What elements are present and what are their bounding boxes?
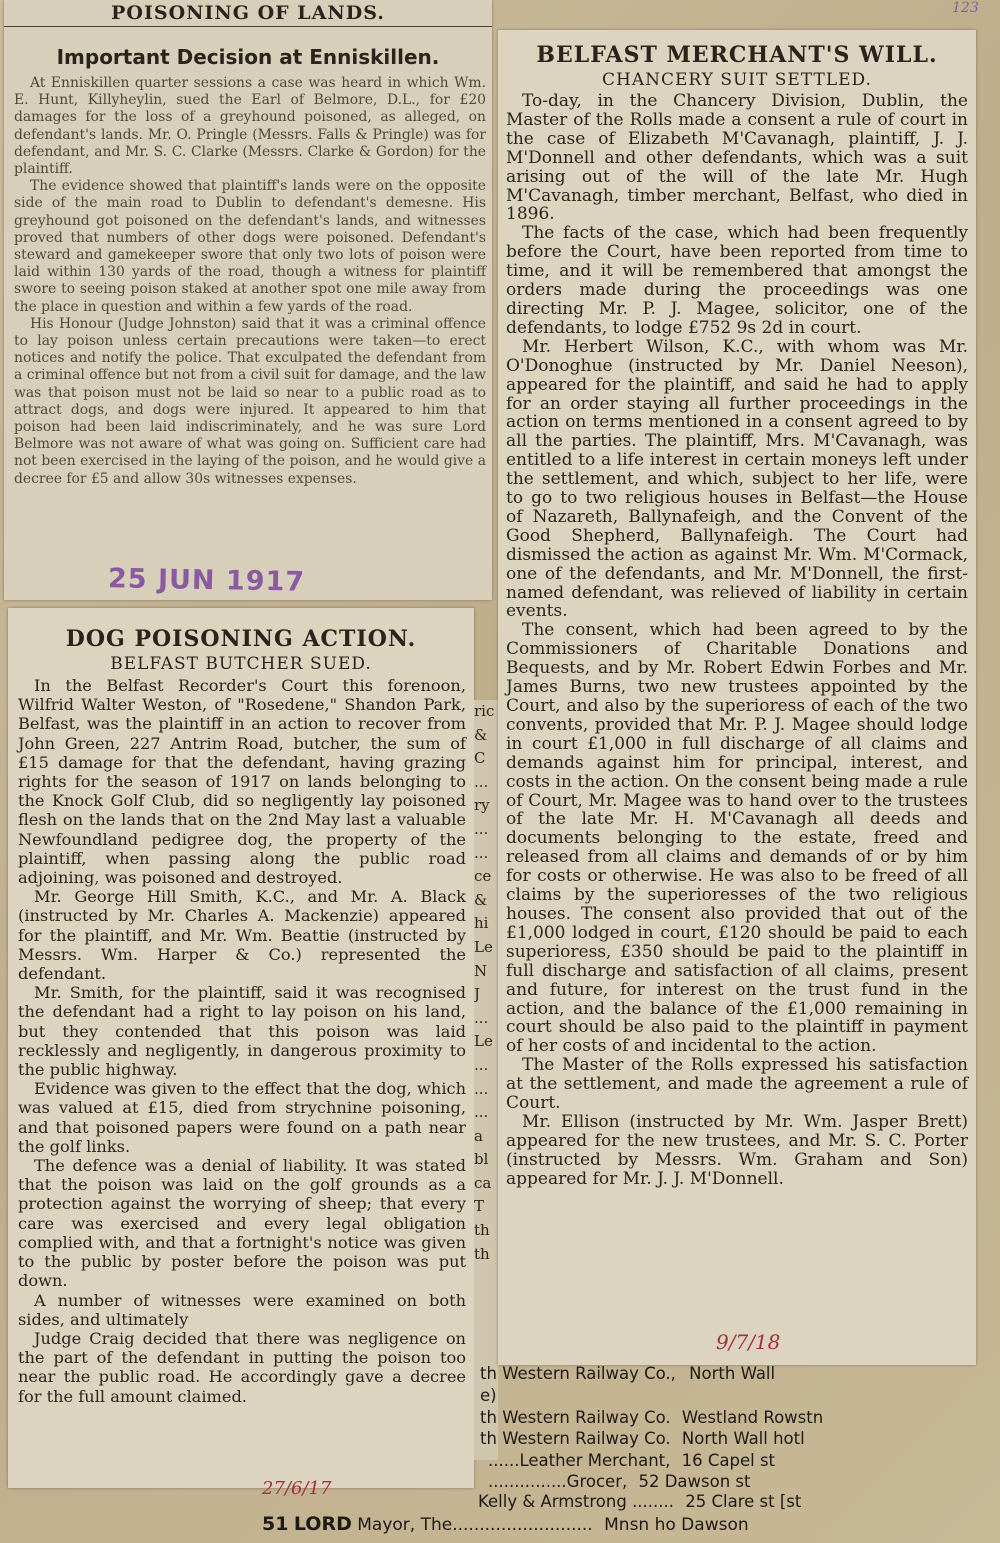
directory-listing xyxy=(478,1362,948,1502)
sliver-text: ry xyxy=(474,796,490,815)
entry-prefix: Kelly & Armstrong xyxy=(478,1492,627,1511)
handwritten-date: 9/7/18 xyxy=(716,1330,781,1354)
sliver-text: & xyxy=(474,725,488,744)
sliver-text: a xyxy=(474,1126,483,1145)
paragraph: Mr. Smith, for the plaintiff, said it was recognised the defendant had a right to lay poison on his land, but they contended that this poison was laid recklessly and negligently, in dangerous proximity to the public highway. xyxy=(18,983,466,1080)
entry-address: Westland Rowstn xyxy=(681,1408,824,1427)
paragraph: Mr. George Hill Smith, K.C., and Mr. A. Black (instructed by Mr. Charles A. Mackenzie) appeared for the plaintiff, and Mr. Wm. Beattie (instructed by Messrs. Wm. Harper & Co.) represented the defendant. xyxy=(18,887,466,984)
directory-entry xyxy=(480,1429,805,1448)
clipping-poisoning-of-lands xyxy=(4,0,492,600)
paragraph: Judge Craig decided that there was negligence on the part of the defendant in putting the poison too near the public road. He accordingly gave a decree for the full amount claimed. xyxy=(18,1328,466,1406)
clipping-merchants-will xyxy=(498,30,976,1365)
sliver-text: ric xyxy=(474,702,495,720)
directory-entry xyxy=(480,1386,497,1405)
sliver-text: Le xyxy=(474,937,493,956)
page-number: 123 xyxy=(952,0,979,16)
sliver-text: th xyxy=(474,1244,490,1263)
entry-address: 25 Clare st [st xyxy=(685,1492,802,1511)
paragraph: In the Belfast Recorder's Court this forenoon, Wilfrid Walter Weston, of "Rosedene," Shandon Park, Belfast, was the plaintiff in an action to recover from John Green, 227 Antrim Road, butcher, the sum of £15 damage for that the defendant, having grazing rights for the season of 1917 on lands belonging to the Knock Golf Club, did so negligently lay poisoned flesh on the lands that on the 2nd May last a valuable Newfoundland pedigree dog, the property of the plaintiff, when passing along the public road adjoining, was poisoned and destroyed. xyxy=(18,676,466,888)
entry-name: Mayor, The.......................... xyxy=(357,1515,593,1535)
directory-bottom-line xyxy=(262,1513,749,1535)
sliver-text: bl xyxy=(474,1150,489,1169)
sliver-text: C xyxy=(474,749,486,768)
entry-prefix: th xyxy=(480,1429,497,1448)
entry-address: North Wall xyxy=(689,1364,776,1383)
directory-entry xyxy=(488,1472,751,1491)
clipping-subhead: BELFAST BUTCHER SUED. xyxy=(110,654,372,674)
article-body xyxy=(498,92,976,1189)
sliver-text: ... xyxy=(474,1079,489,1098)
handwritten-date: 27/6/17 xyxy=(262,1478,332,1499)
directory-entry xyxy=(488,1451,775,1470)
entry-name: ......Leather Merchant, xyxy=(488,1451,671,1470)
directory-entry xyxy=(480,1408,823,1427)
sliver-text: ... xyxy=(474,1055,489,1074)
article-body xyxy=(4,75,492,488)
clipping-headline: BELFAST MERCHANT'S WILL. xyxy=(536,42,938,68)
paragraph: Mr. Ellison (instructed by Mr. Wm. Jasper Brett) appeared for the new trustees, and Mr. S. C. Porter (instructed by Messrs. Wm. Graham and Son) appeared for Mr. J. J. M'Donnell. xyxy=(506,1111,968,1189)
paragraph: Evidence was given to the effect that the dog, which was valued at £15, died from strychnine poisoning, and that poisoned papers were found on a path near the golf links. xyxy=(18,1079,466,1156)
divider xyxy=(4,26,492,27)
entry-prefix: th xyxy=(480,1408,497,1427)
paragraph: His Honour (Judge Johnston) said that it was a criminal offence to lay poison unless certain precautions were taken—to erect notices and notify the police. That exculpated the defendant from a criminal offence but not from a civil suit for damage, and the law was that poison must not be laid so near to a public road as to attract dogs, and dogs were injured. It appeared to him that poison had been laid indiscriminately, and he was sure Lord Belmore was not aware of what was going on. Sufficient care had not been exercised in the laying of the poison, and he would give a decree for £5 and allow 30s witnesses expenses. xyxy=(14,315,486,487)
entry-prefix: e) xyxy=(480,1386,497,1405)
entry-surname: LORD xyxy=(293,1513,352,1535)
clipping-subhead: CHANCERY SUIT SETTLED. xyxy=(602,70,872,90)
paragraph: Mr. Herbert Wilson, K.C., with whom was Mr. O'Donoghue (instructed by Mr. Daniel Neeson), appeared for the plaintiff, and said he had to apply for an order staying all further proceedings in the action on terms mentioned in a consent agreed to by all the parties. The plaintiff, Mrs. M'Cavanagh, was entitled to a life interest in certain moneys left under the settlement, and which, subject to her life, were to go to two religious houses in Belfast—the House of Nazareth, Ballynafeigh, and the Convent of the Good Shepherd, Ballynafeigh. The Court had dismissed the action as against Mr. Wm. M'Cormack, one of the defendants, and Mr. M'Donnell, the first-named defendant, was relieved of liability in certain events. xyxy=(506,336,968,622)
entry-name: Western Railway Co. xyxy=(502,1408,671,1427)
clipping-headline: DOG POISONING ACTION. xyxy=(65,626,417,652)
entry-name: Western Railway Co. xyxy=(502,1429,671,1448)
directory-entry xyxy=(478,1492,801,1511)
entry-address: 16 Capel st xyxy=(681,1451,776,1470)
sliver-text: ... xyxy=(474,772,489,791)
sliver-text: hi xyxy=(474,914,489,933)
paragraph: The evidence showed that plaintiff's lands were on the opposite side of the main road to Dublin to defendant's demesne. His greyhound got poisoned on the defendant's lands, and witnesses proved that numbers of other dogs were poisoned. Defendant's steward and gamekeeper swore that only two lots of poison were laid within 130 yards of the road, though a witness for plaintiff swore to seeing poison staked at another spot one mile away from the place in question and within a few yards of the road. xyxy=(14,178,486,315)
entry-prefix: th xyxy=(480,1364,497,1383)
sliver-text: N xyxy=(474,961,488,980)
paragraph: The facts of the case, which had been frequently before the Court, have been reported from time to time, and it will be remembered that amongst the orders made during the proceedings was one directing Mr. P. J. Magee, solicitor, one of the defendants, to lodge £752 9s 2d in court. xyxy=(506,223,968,338)
date-stamp: 25 JUN 1917 xyxy=(107,563,306,598)
paragraph: A number of witnesses were examined on both sides, and ultimately xyxy=(18,1290,466,1329)
paragraph: At Enniskillen quarter sessions a case was heard in which Wm. E. Hunt, Killyheylin, sued the Earl of Belmore, D.L., for £20 damages for the loss of a greyhound poisoned, as alleged, on defendant's lands. Mr. O. Pringle (Messrs. Falls & Pringle) was for defendant, and Mr. S. C. Clarke (Messrs. Clarke & Gordon) for the plaintiff. xyxy=(14,75,486,178)
directory-entry xyxy=(480,1364,775,1383)
sliver-text: ca xyxy=(474,1173,492,1192)
kicker-headline: POISONING OF LANDS. xyxy=(111,2,385,24)
paragraph: To-day, in the Chancery Division, Dublin, the Master of the Rolls made a consent a rule of court in the case of Elizabeth M'Cavanagh, plaintiff, J. J. M'Donnell and other defendants, which was a suit arising out of the will of the late Mr. Hugh M'Cavanagh, timber merchant, Belfast, who died in 1896. xyxy=(506,91,968,225)
entry-number: 51 xyxy=(262,1513,289,1535)
sliver-text: T xyxy=(474,1197,485,1216)
clipping-dog-poisoning xyxy=(8,608,474,1488)
sliver-text: ... xyxy=(474,843,489,862)
sliver-text: J xyxy=(474,985,481,1004)
sliver-text: th xyxy=(474,1221,490,1240)
sliver-text: & xyxy=(474,890,488,909)
sliver-text: ... xyxy=(474,819,489,838)
underlying-page-sliver xyxy=(474,700,498,1460)
entry-address: North Wall hotl xyxy=(681,1429,805,1448)
sliver-text: ... xyxy=(474,1103,489,1122)
paragraph: The defence was a denial of liability. It was stated that the poison was laid on the golf grounds as a protection against the worrying of sheep; that every care was exercised and every legal obligation complied with, and that a fortnight's notice was given to the public by poster before the poison was put down. xyxy=(18,1156,466,1291)
sliver-text: ce xyxy=(474,867,492,886)
sliver-text: Le xyxy=(474,1032,493,1051)
paragraph: The Master of the Rolls expressed his satisfaction at the settlement, and made the agreement a rule of Court. xyxy=(506,1055,968,1114)
entry-name: Western Railway Co., xyxy=(502,1364,676,1383)
paragraph: The consent, which had been agreed to by the Commissioners of Charitable Donations and Bequests, and by Mr. Robert Edwin Forbes and Mr. James Burns, two new trustees appointed by the Court, and also by the superioress of each of the two convents, provided that Mr. P. J. Magee should lodge in court £1,000 in full discharge of all claims and demands against him for principal, interest, and costs in the action. On the consent being made a rule of Court, Mr. Magee was to hand over to the trustees of the late Mr. H. M'Cavanagh all deeds and documents belonging to the estate, freed and released from all claims and demands of or by him for costs or otherwise. He was also to be freed of all claims by the superioresses of the two religious houses. The consent also provided that out of the £1,000 lodged in court, £120 should be paid to each superioress, £350 should be paid to the plaintiff in full discharge and satisfaction of all claims, present and future, for interest on the trust fund in the action, and the balance of the £1,000 remaining in court should be also paid to the plaintiff in payment of her costs of and incidental to the action. xyxy=(506,620,968,1057)
entry-address: 52 Dawson st xyxy=(638,1472,751,1491)
entry-name: ........ xyxy=(632,1492,675,1511)
clipping-headline: Important Decision at Enniskillen. xyxy=(56,45,440,69)
sliver-text: ... xyxy=(474,1008,489,1027)
entry-name: ...............Grocer, xyxy=(488,1472,628,1491)
entry-address: Mnsn ho Dawson xyxy=(604,1515,749,1535)
article-body xyxy=(8,676,474,1406)
